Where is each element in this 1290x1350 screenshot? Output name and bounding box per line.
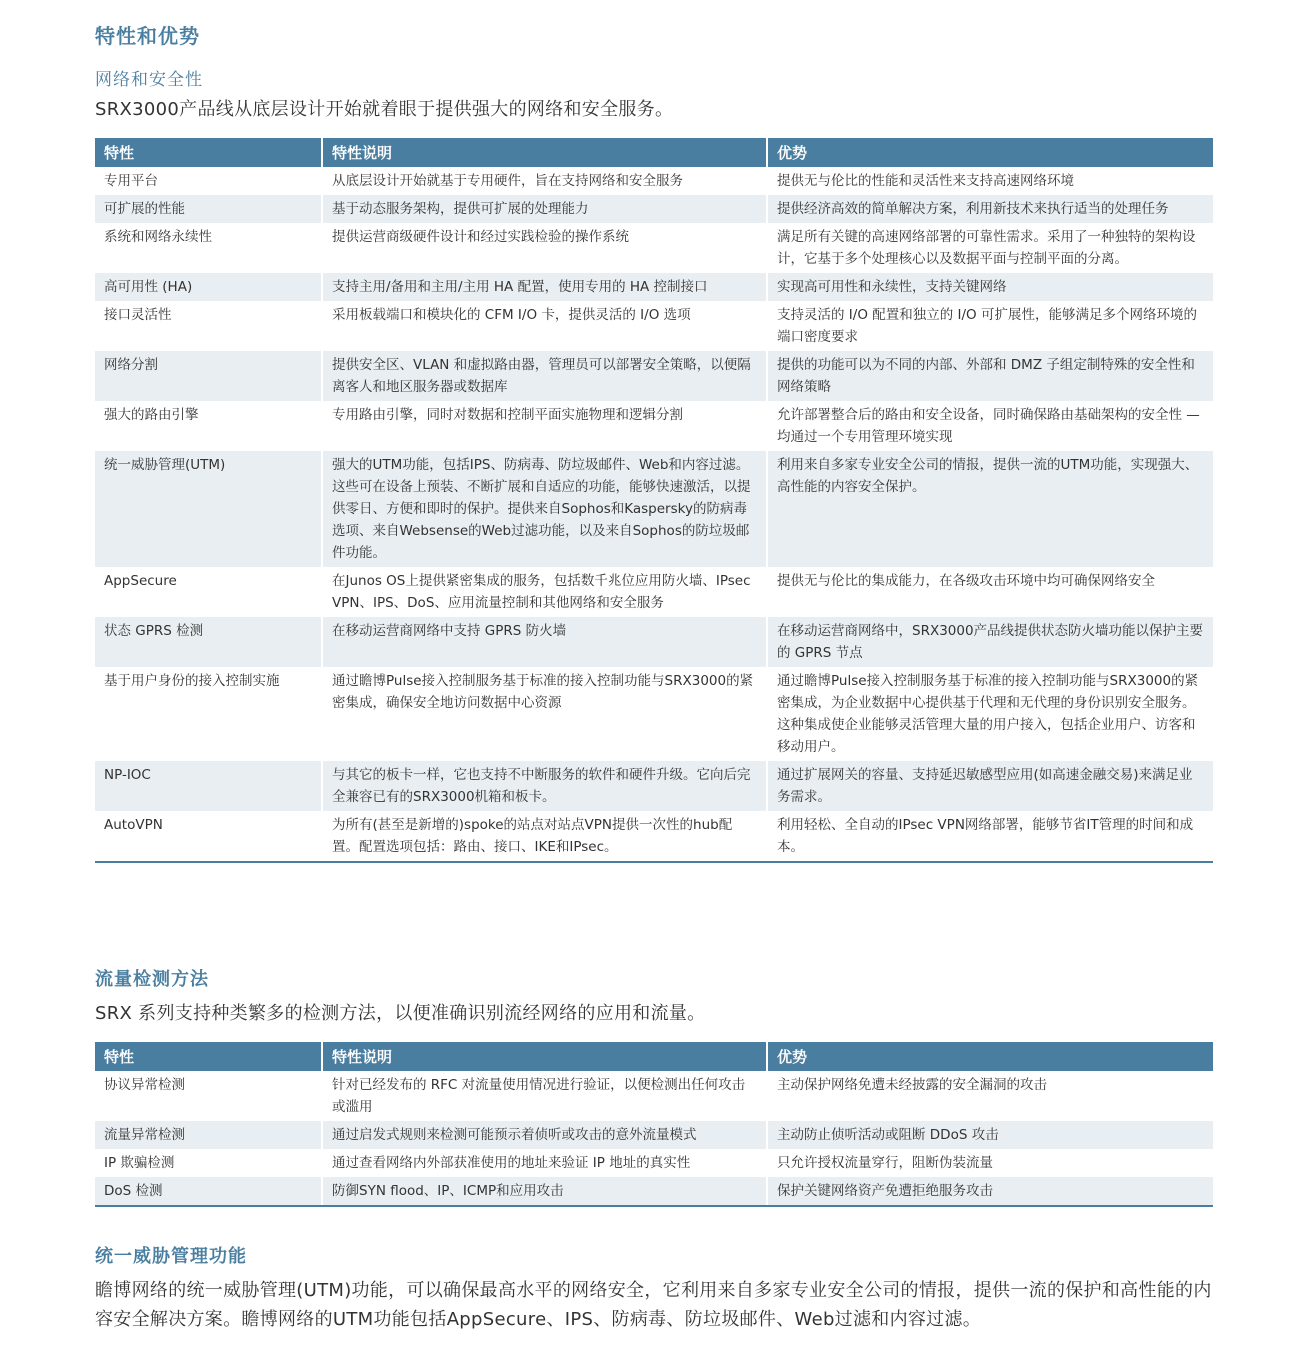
feature-cell: 专用平台 (95, 167, 322, 195)
table-row (95, 1071, 1213, 1121)
table-row (95, 223, 1213, 273)
table-row (95, 351, 1213, 401)
table-row (95, 451, 1213, 567)
description-cell: 在移动运营商网络中支持 GPRS 防火墙 (322, 617, 767, 667)
benefit-cell: 提供无与伦比的性能和灵活性来支持高速网络环境 (767, 167, 1213, 195)
table-row (95, 1121, 1213, 1149)
description-cell: 在Junos OS上提供紧密集成的服务，包括数千兆位应用防火墙、IPsec VPN、IPS、DoS、应用流量控制和其他网络和安全服务 (322, 567, 767, 617)
table-row (95, 167, 1213, 195)
description-cell: 基于动态服务架构，提供可扩展的处理能力 (322, 195, 767, 223)
feature-cell: 状态 GPRS 检测 (95, 617, 322, 667)
feature-cell: 系统和网络永续性 (95, 223, 322, 273)
description-cell: 专用路由引擎，同时对数据和控制平面实施物理和逻辑分割 (322, 401, 767, 451)
table-row (95, 1177, 1213, 1206)
header-benefit: 优势 (767, 138, 1213, 167)
benefit-cell: 允许部署整合后的路由和安全设备，同时确保路由基础架构的安全性 — 均通过一个专用管理环境实现 (767, 401, 1213, 451)
description-cell: 针对已经发布的 RFC 对流量使用情况进行验证，以便检测出任何攻击或滥用 (322, 1071, 767, 1121)
feature-cell: 可扩展的性能 (95, 195, 322, 223)
feature-cell: 协议异常检测 (95, 1071, 322, 1121)
benefit-cell: 支持灵活的 I/O 配置和独立的 I/O 可扩展性，能够满足多个网络环境的端口密度要求 (767, 301, 1213, 351)
benefit-cell: 实现高可用性和永续性，支持关键网络 (767, 273, 1213, 301)
benefit-cell: 保护关键网络资产免遭拒绝服务攻击 (767, 1177, 1213, 1206)
table-header-row (95, 138, 1213, 167)
table-row (95, 761, 1213, 811)
subsection-title-network-security: 网络和安全性 (95, 70, 203, 90)
table-row (95, 1149, 1213, 1177)
benefit-cell: 通过扩展网关的容量、支持延迟敏感型应用(如高速金融交易)来满足业务需求。 (767, 761, 1213, 811)
features-table (95, 138, 1213, 863)
table-row (95, 567, 1213, 617)
description-cell: 防御SYN flood、IP、ICMP和应用攻击 (322, 1177, 767, 1206)
table-row (95, 667, 1213, 761)
description-cell: 支持主用/备用和主用/主用 HA 配置，使用专用的 HA 控制接口 (322, 273, 767, 301)
feature-cell: 流量异常检测 (95, 1121, 322, 1149)
header-feature: 特性 (95, 1042, 322, 1071)
table-row (95, 301, 1213, 351)
section-title-utm: 统一威胁管理功能 (95, 1246, 247, 1267)
benefit-cell: 提供经济高效的简单解决方案，利用新技术来执行适当的处理任务 (767, 195, 1213, 223)
benefit-cell: 提供无与伦比的集成能力，在各级攻击环境中均可确保网络安全 (767, 567, 1213, 617)
feature-cell: 高可用性 (HA) (95, 273, 322, 301)
benefit-cell: 主动防止侦听活动或阻断 DDoS 攻击 (767, 1121, 1213, 1149)
benefit-cell: 利用来自多家专业安全公司的情报，提供一流的UTM功能，实现强大、高性能的内容安全保护。 (767, 451, 1213, 567)
feature-cell: 接口灵活性 (95, 301, 322, 351)
description-cell: 通过瞻博Pulse接入控制服务基于标准的接入控制功能与SRX3000的紧密集成，确保安全地访问数据中心资源 (322, 667, 767, 761)
description-cell: 提供安全区、VLAN 和虚拟路由器，管理员可以部署安全策略，以便隔离客人和地区服务器或数据库 (322, 351, 767, 401)
feature-cell: 基于用户身份的接入控制实施 (95, 667, 322, 761)
table-row (95, 273, 1213, 301)
description-cell: 强大的UTM功能，包括IPS、防病毒、防垃圾邮件、Web和内容过滤。这些可在设备上预装、不断扩展和自适应的功能，能够快速激活，以提供零日、方便和即时的保护。提供来自Sophos和Kaspersky的防病毒选项、来自Websense的Web过滤功能，以及来自Sophos的防垃圾邮件功能。 (322, 451, 767, 567)
feature-cell: 网络分割 (95, 351, 322, 401)
intro-traffic-inspection: SRX 系列支持种类繁多的检测方法，以便准确识别流经网络的应用和流量。 (95, 1003, 706, 1024)
benefit-cell: 利用轻松、全自动的IPsec VPN网络部署，能够节省IT管理的时间和成本。 (767, 811, 1213, 862)
feature-cell: AutoVPN (95, 811, 322, 862)
section-title-features: 特性和优势 (95, 24, 200, 48)
description-cell: 通过启发式规则来检测可能预示着侦听或攻击的意外流量模式 (322, 1121, 767, 1149)
table-row (95, 811, 1213, 862)
benefit-cell: 满足所有关键的高速网络部署的可靠性需求。采用了一种独特的架构设计，它基于多个处理核心以及数据平面与控制平面的分离。 (767, 223, 1213, 273)
table-header-row (95, 1042, 1213, 1071)
header-description: 特性说明 (322, 138, 767, 167)
intro-network-security: SRX3000产品线从底层设计开始就着眼于提供强大的网络和安全服务。 (95, 99, 674, 120)
description-cell: 采用板载端口和模块化的 CFM I/O 卡，提供灵活的 I/O 选项 (322, 301, 767, 351)
feature-cell: 统一威胁管理(UTM) (95, 451, 322, 567)
benefit-cell: 提供的功能可以为不同的内部、外部和 DMZ 子组定制特殊的安全性和网络策略 (767, 351, 1213, 401)
benefit-cell: 主动保护网络免遭未经披露的安全漏洞的攻击 (767, 1071, 1213, 1121)
header-description: 特性说明 (322, 1042, 767, 1071)
description-cell: 提供运营商级硬件设计和经过实践检验的操作系统 (322, 223, 767, 273)
feature-cell: 强大的路由引擎 (95, 401, 322, 451)
feature-cell: DoS 检测 (95, 1177, 322, 1206)
description-cell: 通过查看网络内外部获准使用的地址来验证 IP 地址的真实性 (322, 1149, 767, 1177)
intro-utm: 瞻博网络的统一威胁管理(UTM)功能，可以确保最高水平的网络安全，它利用来自多家专业安全公司的情报，提供一流的保护和高性能的内容安全解决方案。瞻博网络的UTM功能包括AppSecure、IPS、防病毒、防垃圾邮件、Web过滤和内容过滤。 (95, 1280, 1212, 1330)
feature-cell: NP-IOC (95, 761, 322, 811)
header-benefit: 优势 (767, 1042, 1213, 1071)
feature-cell: AppSecure (95, 567, 322, 617)
section-title-traffic-inspection: 流量检测方法 (95, 969, 209, 990)
table-row (95, 617, 1213, 667)
inspection-table (95, 1042, 1213, 1207)
description-cell: 与其它的板卡一样，它也支持不中断服务的软件和硬件升级。它向后完全兼容已有的SRX3000机箱和板卡。 (322, 761, 767, 811)
description-cell: 从底层设计开始就基于专用硬件，旨在支持网络和安全服务 (322, 167, 767, 195)
feature-cell: IP 欺骗检测 (95, 1149, 322, 1177)
header-feature: 特性 (95, 138, 322, 167)
benefit-cell: 在移动运营商网络中，SRX3000产品线提供状态防火墙功能以保护主要的 GPRS 节点 (767, 617, 1213, 667)
description-cell: 为所有(甚至是新增的)spoke的站点对站点VPN提供一次性的hub配置。配置选项包括：路由、接口、IKE和IPsec。 (322, 811, 767, 862)
benefit-cell: 通过瞻博Pulse接入控制服务基于标准的接入控制功能与SRX3000的紧密集成，为企业数据中心提供基于代理和无代理的身份识别安全服务。这种集成使企业能够灵活管理大量的用户接入，包括企业用户、访客和移动用户。 (767, 667, 1213, 761)
table-row (95, 401, 1213, 451)
benefit-cell: 只允许授权流量穿行，阻断伪装流量 (767, 1149, 1213, 1177)
table-row (95, 195, 1213, 223)
